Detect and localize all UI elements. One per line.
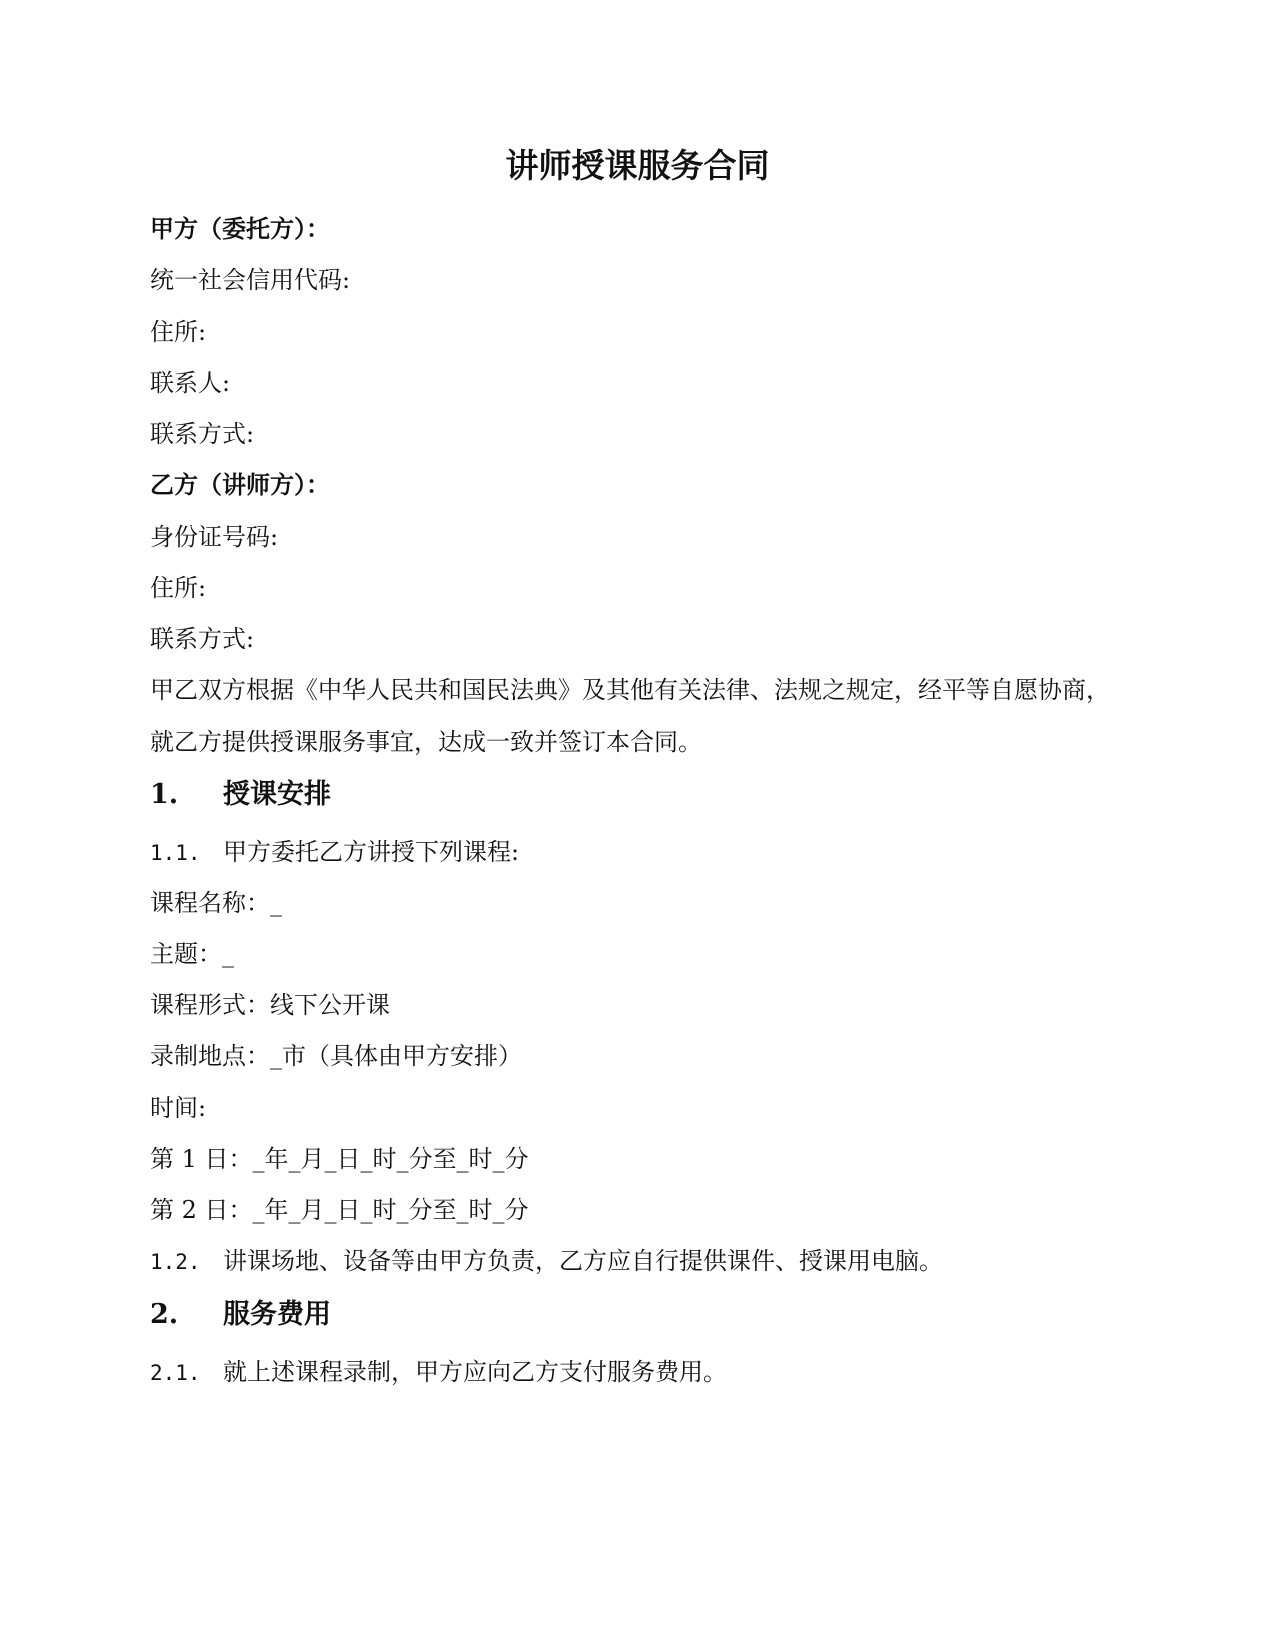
party-a-contact: 联系方式:	[150, 420, 255, 448]
clause-2-1	[150, 1356, 727, 1389]
clause-2-1-number: 2.1.	[150, 1361, 201, 1385]
clause-1-1-text: 甲方委托乙方讲授下列课程:	[223, 838, 520, 866]
clause-1-1-number: 1.1.	[150, 841, 201, 865]
party-a-address: 住所:	[150, 318, 207, 346]
party-a-credit-code: 统一社会信用代码:	[150, 266, 351, 294]
course-name: 课程名称：_	[150, 889, 282, 917]
clause-1-2-text: 讲课场地、设备等由甲方负责，乙方应自行提供课件、授课用电脑。	[223, 1247, 943, 1275]
clause-2-1-text: 就上述课程录制，甲方应向乙方支付服务费用。	[223, 1358, 727, 1386]
course-topic: 主题：_	[150, 940, 234, 968]
section-1-number: 1.	[150, 779, 179, 810]
preamble-line-2: 就乙方提供授课服务事宜，达成一致并签订本合同。	[150, 728, 702, 756]
clause-1-2	[150, 1245, 943, 1278]
party-b-contact: 联系方式:	[150, 625, 255, 653]
section-2-number: 2.	[150, 1299, 179, 1330]
document-title: 讲师授课服务合同	[505, 146, 770, 185]
time-label: 时间:	[150, 1094, 207, 1122]
party-b-address: 住所:	[150, 574, 207, 602]
recording-location: 录制地点：_市（具体由甲方安排）	[150, 1042, 522, 1070]
party-a-heading: 甲方（委托方）：	[150, 214, 330, 243]
clause-1-1	[150, 836, 519, 869]
course-format: 课程形式：线下公开课	[150, 991, 390, 1019]
section-2-title: 服务费用	[223, 1299, 331, 1330]
party-b-id-number: 身份证号码:	[150, 523, 279, 551]
party-b-heading: 乙方（讲师方）：	[150, 470, 330, 499]
clause-1-2-number: 1.2.	[150, 1250, 201, 1274]
section-1-title: 授课安排	[223, 779, 331, 810]
schedule-day-1: 第 1 日：_年_月_日_时_分至_时_分	[150, 1145, 529, 1173]
preamble-line-1: 甲乙双方根据《中华人民共和国民法典》及其他有关法律、法规之规定，经平等自愿协商，	[150, 676, 1110, 704]
section-1-heading	[150, 778, 331, 812]
schedule-day-2: 第 2 日：_年_月_日_时_分至_时_分	[150, 1196, 529, 1224]
section-2-heading	[150, 1298, 331, 1332]
party-a-contact-person: 联系人:	[150, 369, 231, 397]
